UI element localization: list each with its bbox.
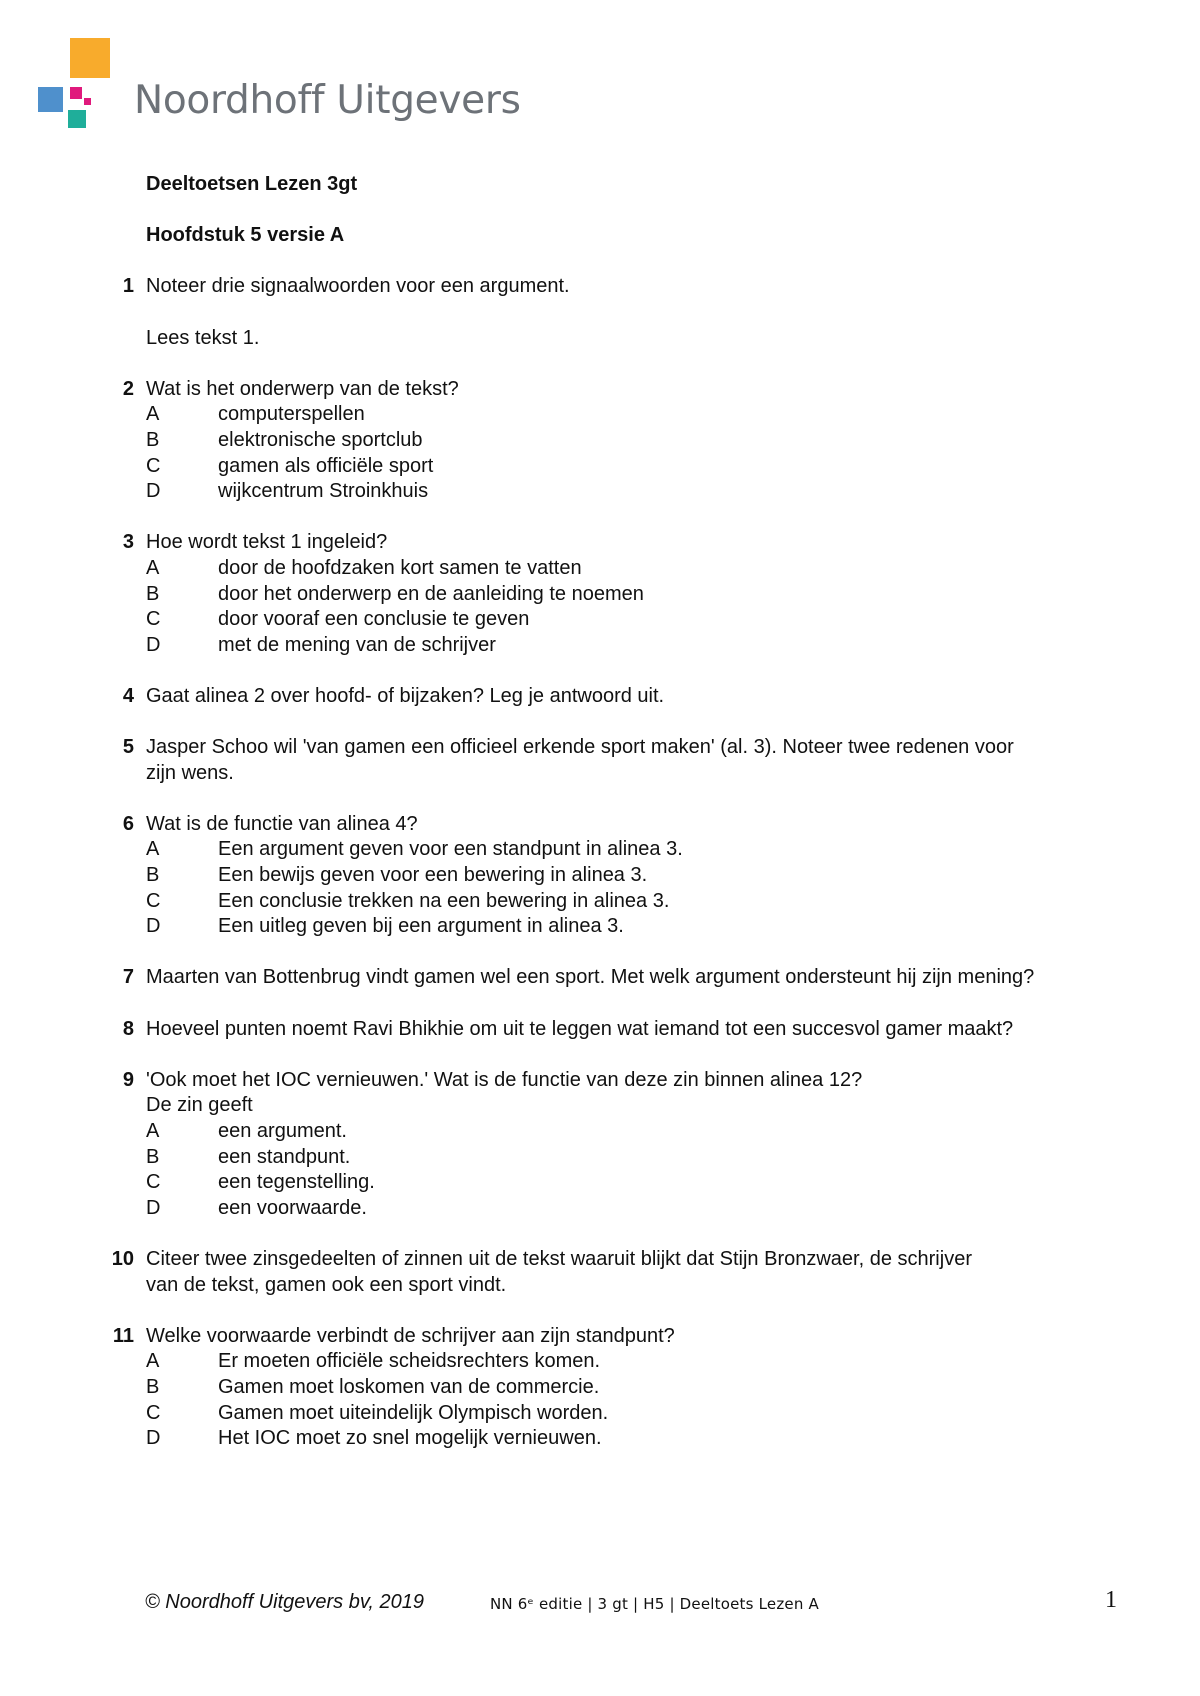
option-d	[146, 1426, 1064, 1452]
logo-blue-square	[38, 87, 63, 112]
option-d	[146, 479, 1064, 505]
question-10	[104, 1247, 1064, 1298]
option-text: Er moeten officiële scheidsrechters komen.	[218, 1350, 601, 1373]
option-a	[146, 837, 1064, 863]
question-number: 9	[122, 1068, 134, 1091]
option-text: door vooraf een conclusie te geven	[218, 608, 530, 631]
question-text: 'Ook moet het IOC vernieuwen.' Wat is de functie van deze zin binnen alinea 12?	[146, 1068, 863, 1091]
option-letter: A	[146, 838, 160, 861]
option-letter: D	[146, 480, 161, 503]
option-letter: B	[146, 1145, 160, 1168]
question-text: Gaat alinea 2 over hoofd- of bijzaken? Leg je antwoord uit.	[146, 684, 665, 707]
question-number: 8	[122, 1017, 134, 1040]
question-text: Citeer twee zinsgedeelten of zinnen uit de tekst waaruit blijkt dat Stijn Bronzwaer, de schrijver van de tekst, gamen ook een sport vindt.	[146, 1247, 972, 1296]
option-b	[146, 863, 1064, 889]
option-letter: D	[146, 1427, 161, 1450]
option-text: elektronische sportclub	[218, 428, 423, 451]
page-footer	[0, 1587, 1200, 1621]
question-number: 3	[122, 531, 134, 554]
question-4	[104, 684, 1064, 710]
option-text: door de hoofdzaken kort samen te vatten	[218, 556, 582, 579]
option-d	[146, 633, 1064, 659]
question-5	[104, 735, 1064, 786]
option-letter: C	[146, 889, 161, 912]
option-letter: C	[146, 1171, 161, 1194]
option-letter: C	[146, 1401, 161, 1424]
option-text: Een argument geven voor een standpunt in alinea 3.	[218, 838, 683, 861]
option-letter: B	[146, 864, 160, 887]
copyright: © Noordhoff Uitgevers bv, 2019	[145, 1591, 424, 1613]
logo-teal-square	[68, 110, 86, 128]
question-9	[104, 1068, 1064, 1222]
option-text: wijkcentrum Stroinkhuis	[218, 480, 429, 503]
option-letter: A	[146, 556, 160, 579]
page-number: 1	[1105, 1587, 1117, 1613]
option-text: een argument.	[218, 1119, 347, 1142]
option-letter: C	[146, 608, 161, 631]
question-text: Maarten van Bottenbrug vindt gamen wel een sport. Met welk argument ondersteunt hij zijn mening?	[146, 966, 1035, 989]
question-text: Hoeveel punten noemt Ravi Bhikhie om uit te leggen wat iemand tot een succesvol gamer maakt?	[146, 1017, 1014, 1040]
option-c	[146, 607, 1064, 633]
option-b	[146, 428, 1064, 454]
logo-orange-square	[70, 38, 110, 78]
question-lead: De zin geeft	[146, 1094, 253, 1117]
option-d	[146, 1196, 1064, 1222]
logo-text: Noordhoff Uitgevers	[134, 78, 521, 123]
option-text: Gamen moet uiteindelijk Olympisch worden.	[218, 1401, 609, 1424]
option-letter: D	[146, 1196, 161, 1219]
question-1	[104, 274, 1064, 300]
question-8	[104, 1017, 1064, 1043]
question-text: Wat is het onderwerp van de tekst?	[146, 377, 459, 400]
option-text: een voorwaarde.	[218, 1196, 367, 1219]
option-text: gamen als officiële sport	[218, 454, 434, 477]
option-b	[146, 1375, 1064, 1401]
option-text: computerspellen	[218, 403, 365, 426]
option-text: een standpunt.	[218, 1145, 351, 1168]
option-text: Gamen moet loskomen van de commercie.	[218, 1375, 600, 1398]
option-letter: A	[146, 1350, 160, 1373]
question-number: 4	[122, 684, 134, 707]
option-letter: A	[146, 403, 160, 426]
question-text: Noteer drie signaalwoorden voor een argument.	[146, 275, 570, 298]
question-text: Hoe wordt tekst 1 ingeleid?	[146, 531, 388, 554]
question-number: 10	[111, 1247, 134, 1270]
read-instruction: Lees tekst 1.	[146, 326, 260, 349]
option-letter: B	[146, 428, 160, 451]
option-letter: A	[146, 1119, 160, 1142]
question-text: Wat is de functie van alinea 4?	[146, 812, 418, 835]
option-b	[146, 1145, 1064, 1171]
footer-meta: NN 6ᵉ editie | 3 gt | H5 | Deeltoets Lezen A	[490, 1595, 819, 1613]
question-text: Welke voorwaarde verbindt de schrijver aan zijn standpunt?	[146, 1324, 675, 1347]
option-a	[146, 402, 1064, 428]
question-number: 11	[112, 1324, 134, 1347]
option-letter: C	[146, 454, 161, 477]
option-letter: B	[146, 582, 160, 605]
option-c	[146, 889, 1064, 915]
option-a	[146, 1119, 1064, 1145]
question-number: 6	[122, 812, 134, 835]
question-number: 5	[122, 736, 134, 759]
option-letter: B	[146, 1375, 160, 1398]
option-text: door het onderwerp en de aanleiding te noemen	[218, 582, 644, 605]
question-2	[104, 377, 1064, 505]
question-3	[104, 530, 1064, 658]
option-letter: D	[146, 915, 161, 938]
option-c	[146, 1170, 1064, 1196]
option-c	[146, 1401, 1064, 1427]
question-11	[104, 1324, 1064, 1452]
option-letter: D	[146, 633, 161, 656]
document-subtitle: Hoofdstuk 5 versie A	[146, 224, 345, 247]
question-number: 7	[122, 966, 134, 989]
option-a	[146, 556, 1064, 582]
publisher-logo	[38, 38, 521, 138]
document-body	[104, 172, 1064, 1452]
option-b	[146, 582, 1064, 608]
option-text: Een conclusie trekken na een bewering in alinea 3.	[218, 889, 670, 912]
option-d	[146, 914, 1064, 940]
question-text: Jasper Schoo wil 'van gamen een officieel erkende sport maken' (al. 3). Noteer twee redenen voor zijn wens.	[146, 736, 1014, 784]
question-number: 2	[122, 377, 134, 400]
option-text: Het IOC moet zo snel mogelijk vernieuwen.	[218, 1427, 602, 1450]
option-c	[146, 454, 1064, 480]
logo-magenta-small-square	[84, 98, 91, 105]
option-text: een tegenstelling.	[218, 1171, 375, 1194]
logo-magenta-square	[70, 87, 82, 99]
question-7	[104, 965, 1064, 991]
document-title: Deeltoetsen Lezen 3gt	[146, 173, 358, 195]
question-number: 1	[122, 275, 134, 298]
option-text: met de mening van de schrijver	[218, 633, 496, 656]
question-6	[104, 812, 1064, 940]
option-text: Een bewijs geven voor een bewering in alinea 3.	[218, 864, 648, 887]
option-a	[146, 1349, 1064, 1375]
option-text: Een uitleg geven bij een argument in alinea 3.	[218, 915, 624, 938]
